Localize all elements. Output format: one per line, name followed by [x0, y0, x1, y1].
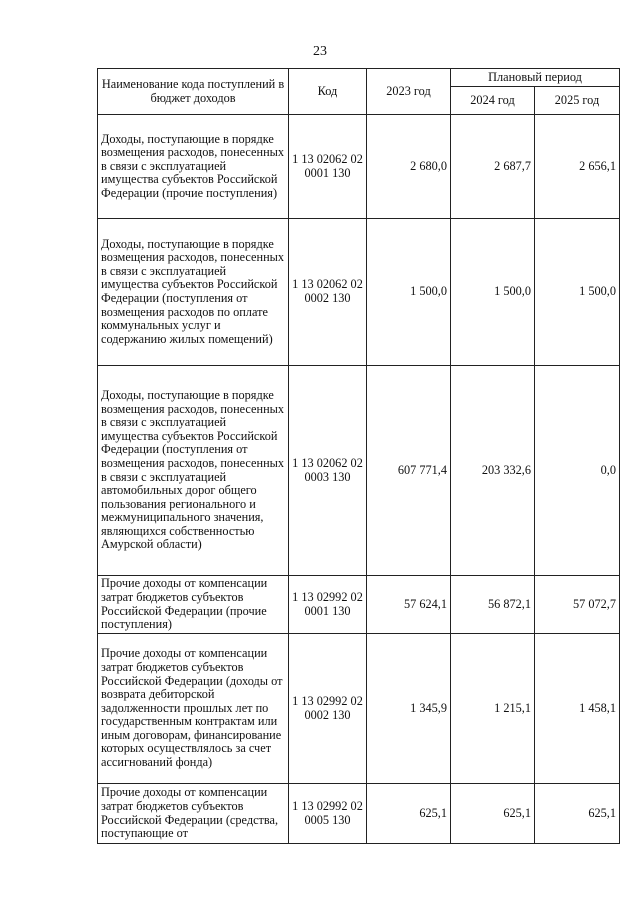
row-value-2025: 1 500,0	[535, 219, 620, 366]
row-name: Доходы, поступающие в порядке возмещения расходов, понесенных в связи с эксплуатацией имущества субъектов Российской Федерации (поступления от возмещения расходов по оплате коммунальных услуг и содержанию жилых помещений)	[98, 219, 289, 366]
table-row	[98, 366, 620, 576]
row-value-2023: 1 345,9	[367, 634, 451, 784]
table-row	[98, 576, 620, 634]
row-name: Прочие доходы от компенсации затрат бюджетов субъектов Российской Федерации (средства, поступающие от	[98, 784, 289, 844]
row-value-2024: 56 872,1	[451, 576, 535, 634]
row-name: Доходы, поступающие в порядке возмещения расходов, понесенных в связи с эксплуатацией имущества субъектов Российской Федерации (прочие поступления)	[98, 115, 289, 219]
row-value-2025: 0,0	[535, 366, 620, 576]
row-code: 1 13 02062 02 0002 130	[289, 219, 367, 366]
table-row	[98, 219, 620, 366]
header-year-2024: 2024 год	[451, 87, 535, 115]
row-value-2025: 625,1	[535, 784, 620, 844]
row-value-2025: 1 458,1	[535, 634, 620, 784]
row-value-2023: 1 500,0	[367, 219, 451, 366]
row-code: 1 13 02992 02 0001 130	[289, 576, 367, 634]
page-number: 23	[313, 44, 327, 59]
row-name: Доходы, поступающие в порядке возмещения расходов, понесенных в связи с эксплуатацией имущества субъектов Российской Федерации (поступления от возмещения расходов, понесенных в связи с эксплуатацией автомобильных дорог общего пользования регионального и межмуниципального значения, являющихся собственностью Амурской области)	[98, 366, 289, 576]
row-value-2023: 607 771,4	[367, 366, 451, 576]
row-value-2024: 2 687,7	[451, 115, 535, 219]
header-year-2023: 2023 год	[367, 69, 451, 115]
row-code: 1 13 02992 02 0005 130	[289, 784, 367, 844]
header-year-2025: 2025 год	[535, 87, 620, 115]
row-value-2024: 1 500,0	[451, 219, 535, 366]
row-value-2023: 57 624,1	[367, 576, 451, 634]
header-code: Код	[289, 69, 367, 115]
row-code: 1 13 02062 02 0001 130	[289, 115, 367, 219]
row-name: Прочие доходы от компенсации затрат бюджетов субъектов Российской Федерации (прочие поступления)	[98, 576, 289, 634]
row-value-2024: 203 332,6	[451, 366, 535, 576]
row-value-2023: 2 680,0	[367, 115, 451, 219]
budget-revenue-table	[97, 68, 620, 844]
header-planning-period: Плановый период	[451, 69, 620, 87]
row-name: Прочие доходы от компенсации затрат бюджетов субъектов Российской Федерации (доходы от возврата дебиторской задолженности прошлых лет по государственным контрактам или иным договорам, финансирование которых осуществлялось за счет ассигнований фонда)	[98, 634, 289, 784]
row-value-2024: 1 215,1	[451, 634, 535, 784]
row-code: 1 13 02062 02 0003 130	[289, 366, 367, 576]
table-row	[98, 115, 620, 219]
row-value-2024: 625,1	[451, 784, 535, 844]
table-row	[98, 784, 620, 844]
row-value-2025: 2 656,1	[535, 115, 620, 219]
table-row	[98, 634, 620, 784]
row-code: 1 13 02992 02 0002 130	[289, 634, 367, 784]
row-value-2023: 625,1	[367, 784, 451, 844]
row-value-2025: 57 072,7	[535, 576, 620, 634]
header-name: Наименование кода поступлений в бюджет доходов	[98, 69, 289, 115]
